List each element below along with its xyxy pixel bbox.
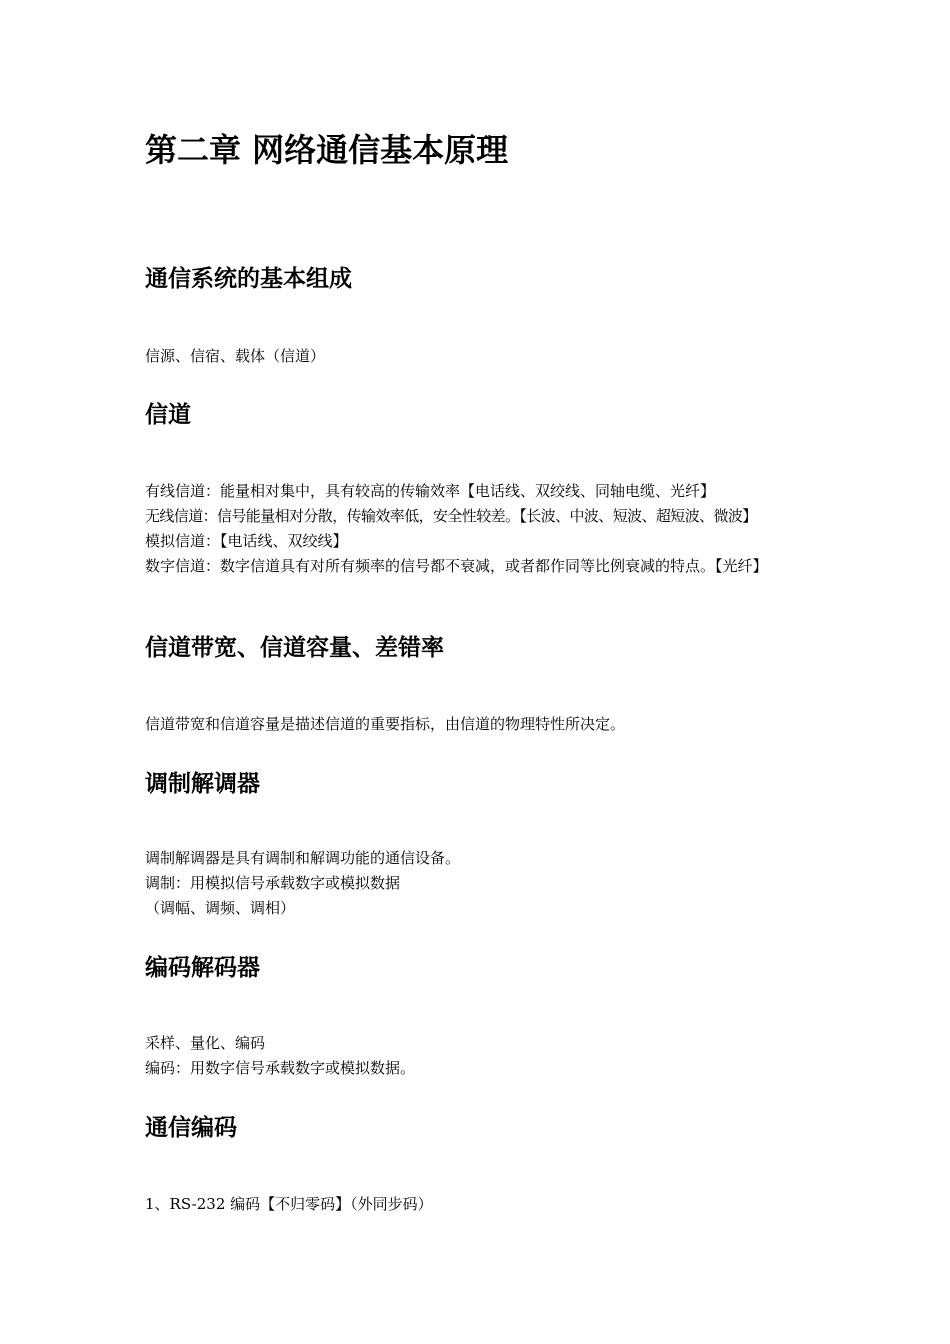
section-heading-bandwidth: 信道带宽、信道容量、差错率 xyxy=(145,635,444,661)
section-body-encoding xyxy=(145,1192,810,1217)
section-heading-channel: 信道 xyxy=(145,402,191,428)
chapter-title: 第二章 网络通信基本原理 xyxy=(145,131,509,169)
paragraph-line: 1、RS-232 编码【不归零码】（外同步码） xyxy=(145,1195,433,1213)
section-heading-codec: 编码解码器 xyxy=(145,955,260,981)
paragraph-line: 有线信道：能量相对集中，具有较高的传输效率【电话线、双绞线、同轴电缆、光纤】 xyxy=(145,482,716,500)
section-heading-modem: 调制解调器 xyxy=(145,771,260,797)
paragraph-line: 信源、信宿、载体（信道） xyxy=(145,347,326,365)
paragraph-line: 调制解调器是具有调制和解调功能的通信设备。 xyxy=(145,849,461,867)
paragraph-line: 编码：用数字信号承载数字或模拟数据。 xyxy=(145,1059,416,1077)
section-heading-encoding: 通信编码 xyxy=(145,1115,237,1141)
paragraph-line: 无线信道：信号能量相对分散，传输效率低，安全性较差。【长波、中波、短波、超短波、微波】 xyxy=(145,507,757,525)
paragraph-line: 模拟信道：【电话线、双绞线】 xyxy=(145,532,348,550)
paragraph-line: 数字信道：数字信道具有对所有频率的信号都不衰减，或者都作同等比例衰减的特点。【光纤】 xyxy=(145,557,768,575)
section-body-channel xyxy=(145,479,810,579)
section-body-composition xyxy=(145,344,810,369)
section-heading-composition: 通信系统的基本组成 xyxy=(145,266,352,292)
section-body-codec xyxy=(145,1031,810,1081)
paragraph-line: 信道带宽和信道容量是描述信道的重要指标，由信道的物理特性所决定。 xyxy=(145,715,626,733)
section-body-bandwidth xyxy=(145,712,810,737)
paragraph-line: 采样、量化、编码 xyxy=(145,1034,266,1052)
paragraph-line: （调幅、调频、调相） xyxy=(145,899,296,917)
paragraph-line: 调制：用模拟信号承载数字或模拟数据 xyxy=(145,874,401,892)
section-body-modem xyxy=(145,846,810,921)
